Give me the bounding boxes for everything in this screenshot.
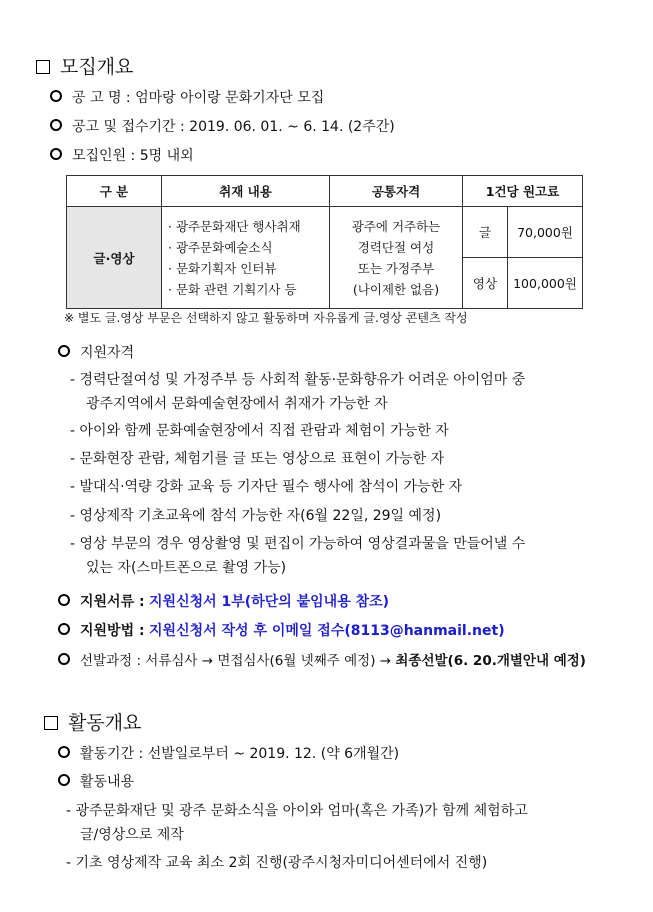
circle-bullet-icon [58, 623, 70, 635]
selection-final: 최종선발(6. 20.개별안내 예정) [395, 653, 586, 669]
eligibility-item: - 아이와 함께 문화예술현장에서 직접 관람과 체험이 가능한 자 [70, 423, 449, 439]
circle-bullet-icon [58, 345, 70, 357]
activity-item: - 기초 영상제작 교육 최소 2회 진행(광주시청자미디어센터에서 진행) [66, 855, 488, 871]
documents-line: 지원서류 : 지원신청서 1부(하단의 붙임내용 참조) [58, 591, 389, 611]
circle-bullet-icon [50, 90, 62, 102]
section-title: 활동개요 [68, 712, 142, 734]
eligibility-item: - 영상 부문의 경우 영상촬영 및 편집이 가능하여 영상결과물을 만들어낼 수 [70, 536, 526, 552]
table-header-row [67, 176, 583, 207]
header-qualification: 공통자격 [330, 176, 463, 207]
selection-line: 선발과정 : 서류심사 → 면접심사(6월 넷째주 예정) → 최종선발(6. 20.개별안내 예정) [58, 649, 586, 669]
section-heading-activity [44, 708, 141, 735]
bullet-period: 공고 및 접수기간 : 2019. 06. 01. ~ 6. 14. (2주간) [50, 116, 395, 136]
circle-bullet-icon [50, 148, 62, 160]
checkbox-square-icon [36, 60, 50, 74]
header-fee: 1건당 원고료 [463, 176, 583, 207]
recruit-table [66, 175, 583, 309]
circle-bullet-icon [58, 746, 70, 758]
section-heading-recruit [36, 52, 133, 79]
circle-bullet-icon [58, 774, 70, 786]
checkbox-square-icon [44, 716, 58, 730]
eligibility-item: 광주지역에서 문화예술현장에서 취재가 가능한 자 [86, 396, 388, 412]
method-value: 지원신청서 작성 후 이메일 접수(8113@hanmail.net) [149, 623, 505, 639]
fee-amount-text: 70,000원 [508, 207, 583, 258]
eligibility-item: - 문화현장 관람, 체험기를 글 또는 영상으로 표현이 가능한 자 [70, 451, 445, 467]
eligibility-item: - 발대식·역량 강화 교육 등 기자단 필수 행사에 참석이 가능한 자 [70, 479, 463, 495]
fee-type-text: 글 [463, 207, 508, 258]
activity-period: 활동기간 : 선발일로부터 ~ 2019. 12. (약 6개월간) [58, 743, 399, 763]
eligibility-item: 있는 자(스마트폰으로 촬영 가능) [86, 560, 287, 576]
table-note: ※ 별도 글.영상 부문은 선택하지 않고 활동하며 자유롭게 글.영상 콘텐츠 작성 [64, 311, 468, 325]
header-category: 구 분 [67, 176, 162, 207]
content-cell: · 광주문화재단 행사취재 · 광주문화예술소식 · 문화기획자 인터뷰 · 문화 관련 기획기사 등 [162, 207, 330, 309]
category-cell: 글·영상 [67, 207, 162, 309]
activity-content-heading: 활동내용 [58, 771, 134, 791]
bullet-headcount: 모집인원 : 5명 내외 [50, 145, 194, 165]
bullet-notice-name: 공 고 명 : 엄마랑 아이랑 문화기자단 모집 [50, 87, 324, 107]
circle-bullet-icon [50, 119, 62, 131]
eligibility-item: - 영상제작 기초교육에 참석 가능한 자(6월 22일, 29일 예정) [70, 508, 442, 524]
eligibility-item: - 경력단절여성 및 가정주부 등 사회적 활동·문화향유가 어려운 아이엄마 중 [70, 372, 526, 388]
method-line: 지원방법 : 지원신청서 작성 후 이메일 접수(8113@hanmail.net) [58, 620, 505, 640]
circle-bullet-icon [58, 594, 70, 606]
qualification-cell: 광주에 거주하는 경력단절 여성 또는 가정주부 (나이제한 없음) [330, 207, 463, 309]
circle-bullet-icon [58, 653, 70, 665]
documents-value: 지원신청서 1부(하단의 붙임내용 참조) [149, 594, 390, 610]
fee-type-video: 영상 [463, 258, 508, 309]
activity-item: 글/영상으로 제작 [80, 827, 184, 843]
eligibility-heading: 지원자격 [58, 342, 134, 362]
table-row [67, 207, 583, 258]
section-title: 모집개요 [60, 56, 134, 78]
activity-item: - 광주문화재단 및 광주 문화소식을 아이와 엄마(혹은 가족)가 함께 체험하고 [66, 803, 528, 819]
fee-amount-video: 100,000원 [508, 258, 583, 309]
header-content: 취재 내용 [162, 176, 330, 207]
